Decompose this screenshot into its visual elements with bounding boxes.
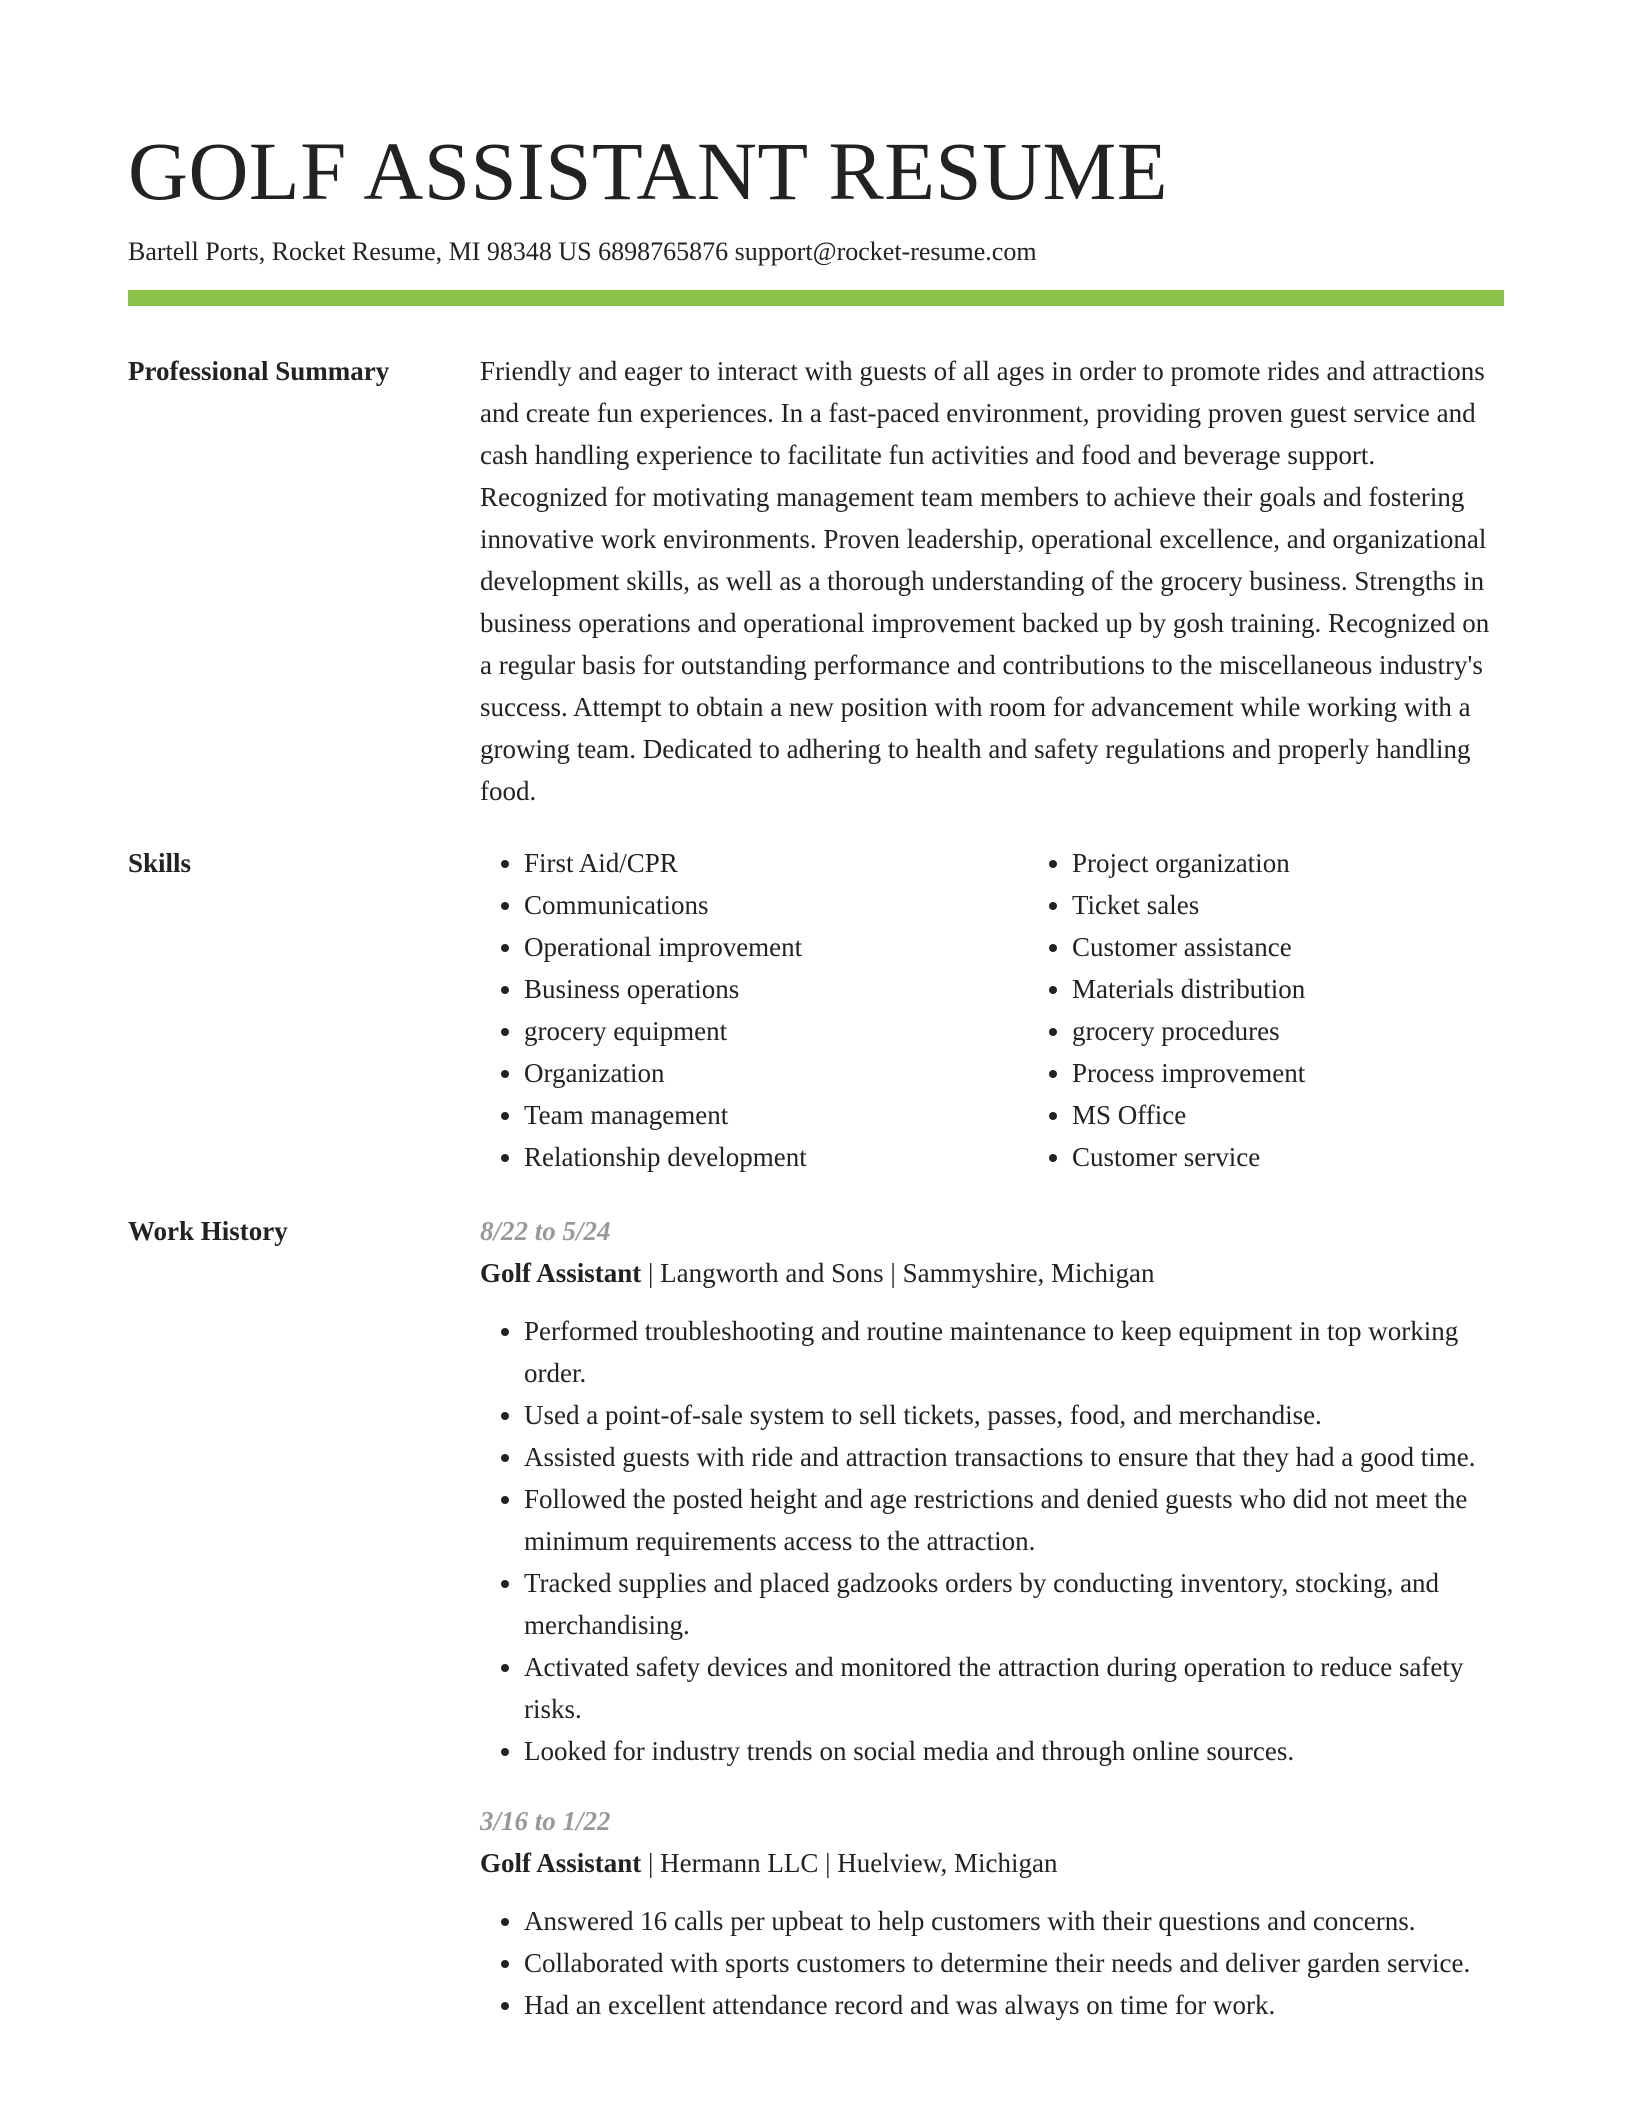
skill-item: • Team management	[524, 1094, 1028, 1136]
job-duty: • Collaborated with sports customers to determine their needs and deliver garden service.	[524, 1942, 1504, 1984]
job-entry	[480, 1210, 1504, 1772]
job-duty: • Performed troubleshooting and routine maintenance to keep equipment in top working order.	[524, 1310, 1504, 1394]
skill-item: • Communications	[524, 884, 1028, 926]
job-heading	[480, 1842, 1504, 1884]
skill-item: • MS Office	[1072, 1094, 1576, 1136]
work-history-section	[128, 1210, 1504, 2054]
job-duties-list	[480, 1900, 1504, 2026]
job-duty: • Activated safety devices and monitored the attraction during operation to reduce safety risks.	[524, 1646, 1504, 1730]
job-duty: • Followed the posted height and age restrictions and denied guests who did not meet the minimum requirements access to the attraction.	[524, 1478, 1504, 1562]
job-entry	[480, 1800, 1504, 2026]
skill-item: • Process improvement	[1072, 1052, 1576, 1094]
job-dates: 8/22 to 5/24	[480, 1216, 611, 1246]
skill-item: • Customer service	[1072, 1136, 1576, 1178]
skills-heading: Skills	[128, 848, 192, 878]
job-duty: • Had an excellent attendance record and was always on time for work.	[524, 1984, 1504, 2026]
skill-item: • Operational improvement	[524, 926, 1028, 968]
resume-title: GOLF ASSISTANT RESUME	[128, 125, 1169, 217]
job-employer-location: | Langworth and Sons | Sammyshire, Michigan	[641, 1258, 1155, 1288]
job-duty: • Answered 16 calls per upbeat to help customers with their questions and concerns.	[524, 1900, 1504, 1942]
job-duties-list	[480, 1310, 1504, 1772]
resume-page	[128, 118, 1504, 2054]
contact-line: Bartell Ports, Rocket Resume, MI 98348 US 6898765876 support@rocket-resume.com	[128, 237, 1037, 266]
skill-item: • Ticket sales	[1072, 884, 1576, 926]
job-title: Golf Assistant	[480, 1258, 642, 1288]
skills-list-left	[480, 842, 1028, 1178]
skill-item: • Organization	[524, 1052, 1028, 1094]
skills-list-right	[1028, 842, 1576, 1178]
accent-divider	[128, 290, 1504, 306]
job-title: Golf Assistant	[480, 1848, 642, 1878]
job-duty: • Looked for industry trends on social media and through online sources.	[524, 1730, 1504, 1772]
skill-item: • First Aid/CPR	[524, 842, 1028, 884]
skill-item: • Relationship development	[524, 1136, 1028, 1178]
job-duty: • Used a point-of-sale system to sell tickets, passes, food, and merchandise.	[524, 1394, 1504, 1436]
skill-item: • grocery equipment	[524, 1010, 1028, 1052]
work-history-heading: Work History	[128, 1216, 288, 1246]
job-heading	[480, 1252, 1504, 1294]
job-dates: 3/16 to 1/22	[480, 1806, 611, 1836]
summary-heading: Professional Summary	[128, 356, 390, 386]
skill-item: • Customer assistance	[1072, 926, 1576, 968]
summary-text: Friendly and eager to interact with guests of all ages in order to promote rides and attractions and create fun experiences. In a fast-paced environment, providing proven guest service and cash handling experience to facilitate fun activities and food and beverage support. Recognized for motivating management team members to achieve their goals and fostering innovative work environments. Proven leadership, operational excellence, and organizational development skills, as well as a thorough understanding of the grocery business. Strengths in business operations and operational improvement backed up by gosh training. Recognized on a regular basis for outstanding performance and contributions to the miscellaneous industry's success. Attempt to obtain a new position with room for advancement while working with a growing team. Dedicated to adhering to health and safety regulations and properly handling food.	[480, 356, 1490, 806]
job-duty: • Assisted guests with ride and attraction transactions to ensure that they had a good time.	[524, 1436, 1504, 1478]
skill-item: • Materials distribution	[1072, 968, 1576, 1010]
job-duty: • Tracked supplies and placed gadzooks orders by conducting inventory, stocking, and merchandising.	[524, 1562, 1504, 1646]
summary-section	[128, 350, 1504, 812]
job-employer-location: | Hermann LLC | Huelview, Michigan	[641, 1848, 1058, 1878]
skill-item: • Project organization	[1072, 842, 1576, 884]
skill-item: • grocery procedures	[1072, 1010, 1576, 1052]
skill-item: • Business operations	[524, 968, 1028, 1010]
skills-section	[128, 842, 1504, 1178]
